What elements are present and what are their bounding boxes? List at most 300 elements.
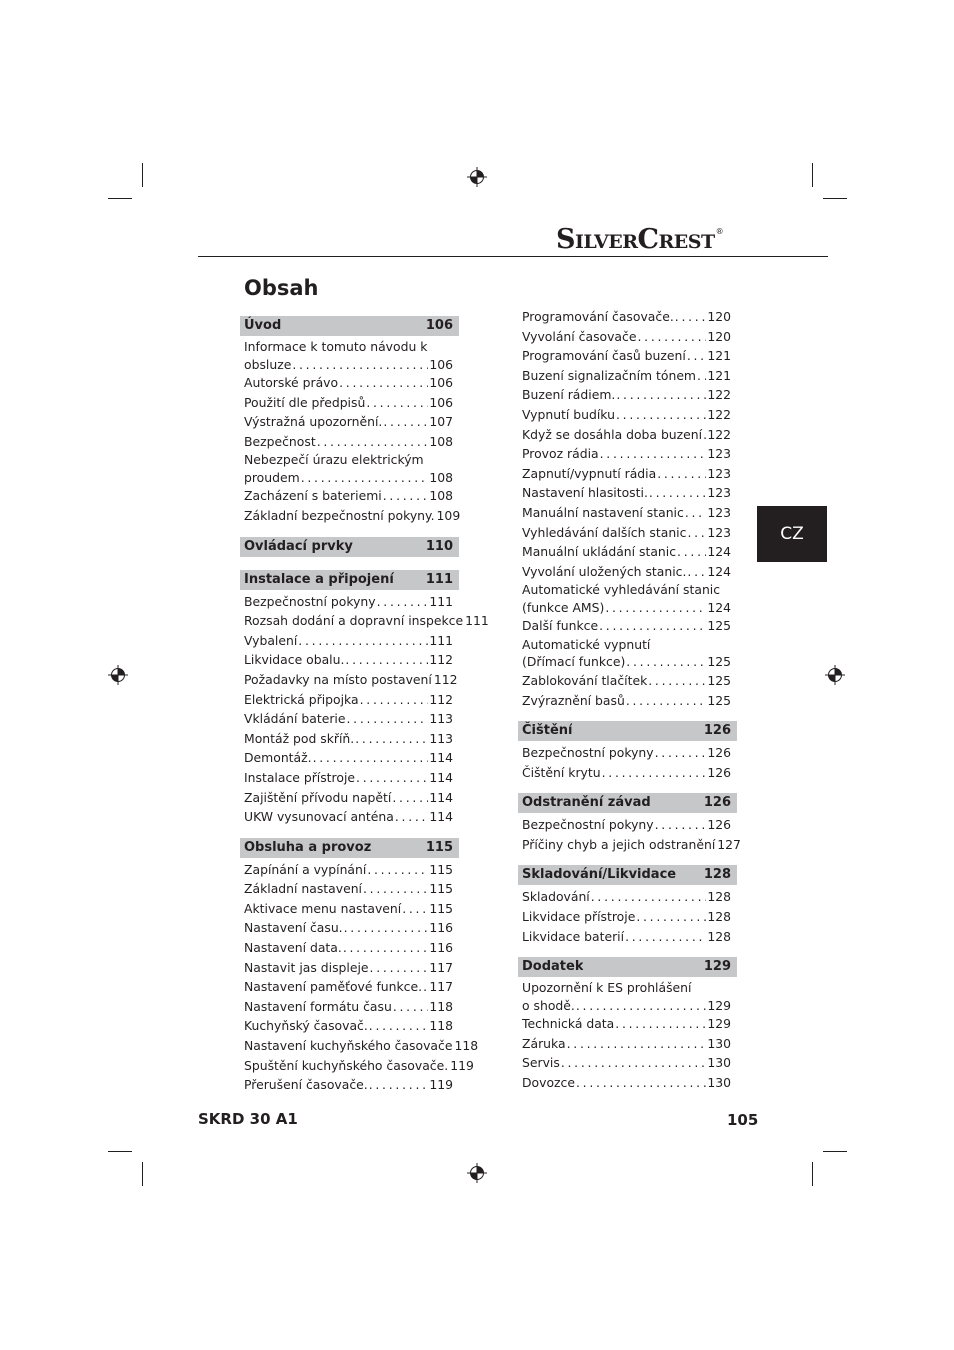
entry-page: 111 xyxy=(429,632,453,648)
section-title: Skladování/Likvidace xyxy=(522,867,677,883)
entry-title: Příčiny chyb a jejich odstranění xyxy=(522,836,716,852)
entry-line xyxy=(244,356,453,374)
dot-leader xyxy=(657,464,706,484)
entry-page: 115 xyxy=(429,900,453,916)
section-page: 111 xyxy=(425,571,453,587)
entry-page: 109 xyxy=(436,507,461,523)
section-title: Odstranění závad xyxy=(522,795,651,811)
entry-title: Další funkce xyxy=(522,618,599,634)
entry-title: Vyvolání časovače xyxy=(522,328,637,344)
entry-title: Likvidace obalu. xyxy=(244,652,345,668)
toc-entry[interactable] xyxy=(240,788,459,808)
toc-entry[interactable] xyxy=(518,887,737,907)
dot-leader xyxy=(637,327,706,347)
dot-leader xyxy=(576,997,707,1015)
entry-page: 119 xyxy=(450,1057,474,1073)
section-page: 129 xyxy=(703,959,731,975)
entry-title-line: Automatické vyhledávání stanic xyxy=(522,582,721,598)
entry-page: 106 xyxy=(429,375,453,390)
entry-title-line: obsluze xyxy=(244,356,292,372)
dot-leader xyxy=(636,907,706,927)
dot-leader xyxy=(675,307,707,327)
entry-title: Nastavení času. xyxy=(244,920,343,936)
toc-section-header[interactable] xyxy=(240,570,459,590)
dot-leader xyxy=(602,763,707,783)
toc-entry[interactable] xyxy=(240,1036,479,1056)
dot-leader xyxy=(402,899,428,919)
toc-entry[interactable] xyxy=(240,879,459,899)
entry-title: Základní bezpečnostní pokyny. xyxy=(244,507,435,523)
entry-page: 123 xyxy=(707,524,731,540)
toc-section-header[interactable] xyxy=(518,957,737,977)
dot-leader xyxy=(346,709,428,729)
entry-title: Přerušení časovače. xyxy=(244,1077,368,1093)
toc-entry[interactable] xyxy=(518,979,737,1014)
entry-line xyxy=(244,469,453,487)
toc-entry[interactable] xyxy=(240,899,459,919)
dot-leader xyxy=(591,887,707,907)
toc-entry[interactable] xyxy=(518,1034,737,1054)
entry-title-line: Nebezpečí úrazu elektrickým xyxy=(244,452,424,468)
entry-page: 111 xyxy=(465,613,489,629)
page-number: 105 xyxy=(727,1111,759,1129)
toc-entry[interactable] xyxy=(518,425,737,445)
entry-title: Dovozce xyxy=(522,1075,575,1091)
entry-page: 117 xyxy=(429,979,453,995)
registered-mark: ® xyxy=(715,227,724,236)
entry-page: 114 xyxy=(429,769,453,785)
section-page: 126 xyxy=(703,723,731,739)
section-title: Instalace a připojení xyxy=(244,571,394,587)
entry-title: Vybalení xyxy=(244,632,298,648)
dot-leader xyxy=(367,860,428,880)
toc-entry[interactable] xyxy=(240,373,459,393)
footer-model: SKRD 30 A1 xyxy=(198,1110,298,1128)
toc-section-header[interactable] xyxy=(518,865,737,885)
dot-leader xyxy=(648,671,706,691)
dot-leader xyxy=(392,788,428,808)
entry-title: Zvýraznění basů xyxy=(522,692,625,708)
entry-title: Buzení signalizačním tónem xyxy=(522,367,697,383)
toc-entry[interactable] xyxy=(518,1014,737,1034)
section-spacer xyxy=(518,710,737,719)
entry-page: 130 xyxy=(707,1055,731,1071)
toc-entry[interactable] xyxy=(518,636,737,671)
entry-title-line: o shodě. xyxy=(522,997,575,1013)
dot-leader xyxy=(649,483,706,503)
toc-entry[interactable] xyxy=(240,807,459,827)
entry-title: Elektrická připojka xyxy=(244,691,359,707)
crop-mark xyxy=(108,1151,132,1152)
entry-page: 123 xyxy=(707,485,731,501)
dot-leader xyxy=(298,631,428,651)
header-rule xyxy=(198,256,828,257)
toc-entry[interactable] xyxy=(518,405,737,425)
dot-leader xyxy=(599,616,706,636)
entry-title: Nastavit jas displeje xyxy=(244,959,369,975)
dot-leader xyxy=(343,938,429,958)
dot-leader xyxy=(687,523,706,543)
dot-leader xyxy=(605,599,706,617)
section-page: 115 xyxy=(425,839,453,855)
entry-page: 120 xyxy=(707,328,731,344)
toc-entry[interactable] xyxy=(518,927,737,947)
entry-page: 126 xyxy=(707,745,731,761)
entry-page: 124 xyxy=(707,544,731,560)
entry-title: Likvidace přístroje xyxy=(522,909,636,925)
entry-title: Aktivace menu nastavení xyxy=(244,900,402,916)
entry-title: Nastavení formátu času xyxy=(244,998,392,1014)
toc-entry[interactable] xyxy=(518,907,737,927)
section-spacer xyxy=(240,526,459,535)
entry-line xyxy=(522,599,731,617)
entry-page: 126 xyxy=(707,817,731,833)
entry-title: Základní nastavení xyxy=(244,881,362,897)
entry-title: Zablokování tlačítek xyxy=(522,672,648,688)
entry-page: 127 xyxy=(717,836,741,852)
entry-title: Autorské právo xyxy=(244,375,339,390)
registration-mark-icon xyxy=(467,167,487,187)
toc-entry[interactable] xyxy=(240,729,459,749)
dot-leader xyxy=(393,997,429,1017)
entry-page: 118 xyxy=(454,1038,479,1054)
entry-title: Nastavení data. xyxy=(244,940,342,956)
dot-leader xyxy=(356,768,428,788)
entry-title: Bezpečnost xyxy=(244,433,316,449)
dot-leader xyxy=(366,393,428,413)
entry-title: Záruka xyxy=(522,1035,566,1051)
entry-title: Demontáž. xyxy=(244,750,312,766)
entry-title: Instalace přístroje xyxy=(244,769,356,785)
toc-entry[interactable] xyxy=(518,542,737,562)
section-title: Dodatek xyxy=(522,959,584,975)
entry-title: Čištění krytu xyxy=(522,764,601,780)
entry-page: 116 xyxy=(429,920,453,936)
dot-leader xyxy=(317,432,429,452)
section-spacer xyxy=(240,559,459,568)
entry-line xyxy=(522,653,731,671)
toc-entry[interactable] xyxy=(518,483,737,503)
toc-column-right xyxy=(518,307,741,1093)
toc-section-header[interactable] xyxy=(240,316,459,336)
entry-page: 122 xyxy=(707,406,731,422)
dot-leader xyxy=(687,562,706,582)
entry-page: 116 xyxy=(429,940,453,956)
section-spacer xyxy=(518,782,737,791)
entry-page: 123 xyxy=(707,446,731,462)
dot-leader xyxy=(344,918,429,938)
dot-leader xyxy=(685,503,707,523)
brand-name: SilverCrest xyxy=(556,224,715,255)
entry-page: 124 xyxy=(707,563,731,579)
section-spacer xyxy=(240,827,459,836)
toc-entry[interactable] xyxy=(518,523,737,543)
entry-title: Manuální ukládání stanic xyxy=(522,544,677,560)
entry-page: 130 xyxy=(707,1075,731,1091)
dot-leader xyxy=(360,690,429,710)
dot-leader xyxy=(561,1053,707,1073)
entry-page: 121 xyxy=(707,367,731,383)
section-title: Obsluha a provoz xyxy=(244,839,372,855)
toc-entry[interactable] xyxy=(240,592,459,612)
toc-entry[interactable] xyxy=(240,1056,474,1076)
toc-section-header[interactable] xyxy=(240,838,459,858)
crop-mark xyxy=(812,1162,813,1186)
entry-page: 122 xyxy=(707,426,731,442)
entry-title: Nastavení paměťové funkce. xyxy=(244,979,423,995)
section-page: 110 xyxy=(425,538,453,554)
entry-page: 129 xyxy=(707,997,731,1013)
toc-entry[interactable] xyxy=(518,581,737,616)
entry-title-line: Automatické vypnutí xyxy=(522,636,651,652)
toc-entry[interactable] xyxy=(240,631,459,651)
section-page: 126 xyxy=(703,795,731,811)
section-title: Úvod xyxy=(244,318,282,333)
entry-title: Servis xyxy=(522,1055,560,1071)
dot-leader xyxy=(345,650,428,670)
entry-title: Zapínání a vypínání xyxy=(244,861,367,877)
entry-page: 129 xyxy=(707,1016,731,1032)
entry-page: 108 xyxy=(429,469,453,485)
entry-title: Bezpečnostní pokyny xyxy=(244,593,376,609)
toc-entry[interactable] xyxy=(518,743,737,763)
section-spacer xyxy=(518,946,737,955)
entry-page: 120 xyxy=(707,309,731,324)
entry-title-line: proudem xyxy=(244,469,300,485)
toc-entry[interactable] xyxy=(518,307,737,327)
dot-leader xyxy=(615,1014,706,1034)
entry-page: 114 xyxy=(429,809,453,825)
dot-leader xyxy=(313,748,429,768)
dot-leader xyxy=(697,366,706,386)
entry-page: 114 xyxy=(429,789,453,805)
toc-entry[interactable] xyxy=(240,768,459,788)
entry-title: Bezpečnostní pokyny xyxy=(522,745,654,761)
dot-leader xyxy=(369,1075,429,1095)
dot-leader xyxy=(377,592,429,612)
entry-page: 130 xyxy=(707,1035,731,1051)
brand-logo xyxy=(556,224,723,255)
registration-mark-icon xyxy=(825,665,845,685)
entry-page: 107 xyxy=(429,414,453,430)
dot-leader xyxy=(363,879,428,899)
toc-entry[interactable] xyxy=(240,451,459,486)
toc-entry[interactable] xyxy=(518,815,737,835)
toc-entry[interactable] xyxy=(518,562,737,582)
entry-title-line: Upozornění k ES prohlášení xyxy=(522,980,692,996)
entry-title: Vkládání baterie xyxy=(244,711,346,727)
toc-entry[interactable] xyxy=(240,650,459,670)
dot-leader xyxy=(677,542,706,562)
entry-page: 117 xyxy=(429,959,453,975)
entry-page: 125 xyxy=(707,692,731,708)
toc-entry[interactable] xyxy=(240,1016,459,1036)
toc-entry[interactable] xyxy=(240,918,459,938)
entry-title-line: (Dřímací funkce) xyxy=(522,654,626,670)
toc-entry[interactable] xyxy=(240,938,459,958)
entry-title: Spuštění kuchyňského časovače. xyxy=(244,1057,449,1073)
crop-mark xyxy=(142,163,143,187)
entry-page: 121 xyxy=(707,348,731,364)
entry-page: 122 xyxy=(707,387,731,403)
dot-leader xyxy=(600,444,707,464)
registration-mark-icon xyxy=(108,665,128,685)
dot-leader xyxy=(370,958,429,978)
entry-title: Zajištění přívodu napětí xyxy=(244,789,392,805)
entry-page: 106 xyxy=(429,394,453,410)
dot-leader xyxy=(395,807,429,827)
toc-entry[interactable] xyxy=(518,385,737,405)
toc-entry[interactable] xyxy=(518,671,737,691)
entry-page: 112 xyxy=(429,691,453,707)
toc-section-header[interactable] xyxy=(518,721,737,741)
toc-entry[interactable] xyxy=(240,432,459,452)
entry-title: Programování časovače. xyxy=(522,309,674,324)
toc-entry[interactable] xyxy=(240,860,459,880)
crop-mark xyxy=(108,198,132,199)
toc-entry[interactable] xyxy=(240,506,459,526)
entry-page: 111 xyxy=(429,593,453,609)
entry-title: Nastavení kuchyňského časovače xyxy=(244,1038,453,1054)
toc-entry[interactable] xyxy=(240,709,459,729)
crop-mark xyxy=(823,1151,847,1152)
entry-title: Bezpečnostní pokyny xyxy=(522,817,654,833)
crop-mark xyxy=(812,163,813,187)
entry-title: Použití dle předpisů xyxy=(244,394,366,410)
toc-entry[interactable] xyxy=(518,616,737,636)
toc-entry[interactable] xyxy=(240,690,459,710)
dot-leader xyxy=(383,486,429,506)
toc-entry[interactable] xyxy=(240,670,459,690)
entry-page: 113 xyxy=(429,711,453,727)
toc-entry[interactable] xyxy=(518,444,737,464)
toc-entry[interactable] xyxy=(240,611,489,631)
entry-title: Montáž pod skříň. xyxy=(244,730,355,746)
registration-mark-icon xyxy=(467,1163,487,1183)
toc-entry[interactable] xyxy=(518,366,737,386)
toc-entry[interactable] xyxy=(518,691,737,711)
entry-title-line: (funkce AMS) xyxy=(522,599,605,615)
dot-leader xyxy=(567,1034,707,1054)
entry-page: 123 xyxy=(707,504,731,520)
language-tab: CZ xyxy=(757,506,827,562)
entry-page: 114 xyxy=(429,750,453,766)
entry-page: 113 xyxy=(429,730,453,746)
entry-title: UKW vysunovací anténa xyxy=(244,809,394,825)
section-spacer xyxy=(518,854,737,863)
dot-leader xyxy=(369,1016,429,1036)
entry-page: 125 xyxy=(707,672,731,688)
toc-column-left xyxy=(240,314,489,1095)
toc-entry[interactable] xyxy=(518,346,737,366)
dot-leader xyxy=(655,815,707,835)
toc-section-header[interactable] xyxy=(518,793,737,813)
crop-mark xyxy=(823,198,847,199)
entry-page: 118 xyxy=(429,998,453,1014)
entry-page: 119 xyxy=(429,1077,453,1093)
entry-title: Zapnutí/vypnutí rádia xyxy=(522,465,657,481)
dot-leader xyxy=(355,729,428,749)
entry-title: Vyhledávání dalších stanic xyxy=(522,524,687,540)
section-page: 106 xyxy=(425,318,453,333)
dot-leader xyxy=(301,469,429,487)
dot-leader xyxy=(655,743,707,763)
dot-leader xyxy=(626,691,707,711)
page-title: Obsah xyxy=(244,276,319,300)
entry-title: Požadavky na místo postavení xyxy=(244,671,432,687)
crop-mark xyxy=(142,1162,143,1186)
entry-page: 128 xyxy=(707,909,731,925)
entry-title: Skladování xyxy=(522,889,590,905)
section-title: Ovládací prvky xyxy=(244,538,353,554)
entry-title-line: Informace k tomuto návodu k xyxy=(244,339,428,354)
toc-entry[interactable] xyxy=(518,464,737,484)
toc-entry[interactable] xyxy=(240,393,459,413)
entry-title: Když se dosáhla doba buzení xyxy=(522,426,703,442)
toc-entry[interactable] xyxy=(240,958,459,978)
section-page: 128 xyxy=(703,867,731,883)
dot-leader xyxy=(703,425,706,445)
toc-entry[interactable] xyxy=(518,327,737,347)
toc-entry[interactable] xyxy=(240,486,459,506)
toc-entry[interactable] xyxy=(240,1075,459,1095)
dot-leader xyxy=(687,346,707,366)
entry-page: 124 xyxy=(707,599,731,615)
entry-title: Rozsah dodání a dopravní inspekce xyxy=(244,613,464,629)
entry-title: Kuchyňský časovač. xyxy=(244,1018,368,1034)
dot-leader xyxy=(383,412,428,432)
entry-title: Buzení rádiem. xyxy=(522,387,616,403)
toc-entry[interactable] xyxy=(518,503,737,523)
section-title: Čištění xyxy=(522,723,573,739)
entry-title: Vypnutí budíku xyxy=(522,406,615,422)
toc-entry[interactable] xyxy=(240,977,459,997)
toc-entry[interactable] xyxy=(518,835,741,855)
dot-leader xyxy=(616,385,706,405)
entry-page: 108 xyxy=(429,433,453,449)
entry-page: 115 xyxy=(429,861,453,877)
toc-entry[interactable] xyxy=(518,763,737,783)
entry-title: Vyvolání uložených stanic. xyxy=(522,563,687,579)
entry-page: 112 xyxy=(433,671,458,687)
entry-page: 123 xyxy=(707,465,731,481)
entry-page: 125 xyxy=(707,618,731,634)
entry-page: 118 xyxy=(429,1018,453,1034)
entry-title: Nastavení hlasitosti. xyxy=(522,485,648,501)
entry-title: Likvidace baterií xyxy=(522,928,625,944)
entry-line xyxy=(522,997,731,1015)
entry-page: 128 xyxy=(707,928,731,944)
entry-page: 112 xyxy=(429,652,453,668)
entry-title: Manuální nastavení stanic xyxy=(522,504,684,520)
toc-entry[interactable] xyxy=(240,338,459,373)
toc-section-header[interactable] xyxy=(240,537,459,557)
toc-entry[interactable] xyxy=(518,1053,737,1073)
entry-page: 115 xyxy=(429,881,453,897)
entry-title: Výstražná upozornění. xyxy=(244,414,383,430)
toc-entry[interactable] xyxy=(240,412,459,432)
dot-leader xyxy=(292,356,428,374)
entry-title: Technická data xyxy=(522,1016,615,1032)
toc-entry[interactable] xyxy=(240,748,459,768)
dot-leader xyxy=(626,653,706,671)
dot-leader xyxy=(616,405,706,425)
entry-title: Provoz rádia xyxy=(522,446,599,462)
toc-entry[interactable] xyxy=(518,1073,737,1093)
entry-page: 106 xyxy=(429,356,453,372)
toc-entry[interactable] xyxy=(240,997,459,1017)
dot-leader xyxy=(625,927,706,947)
